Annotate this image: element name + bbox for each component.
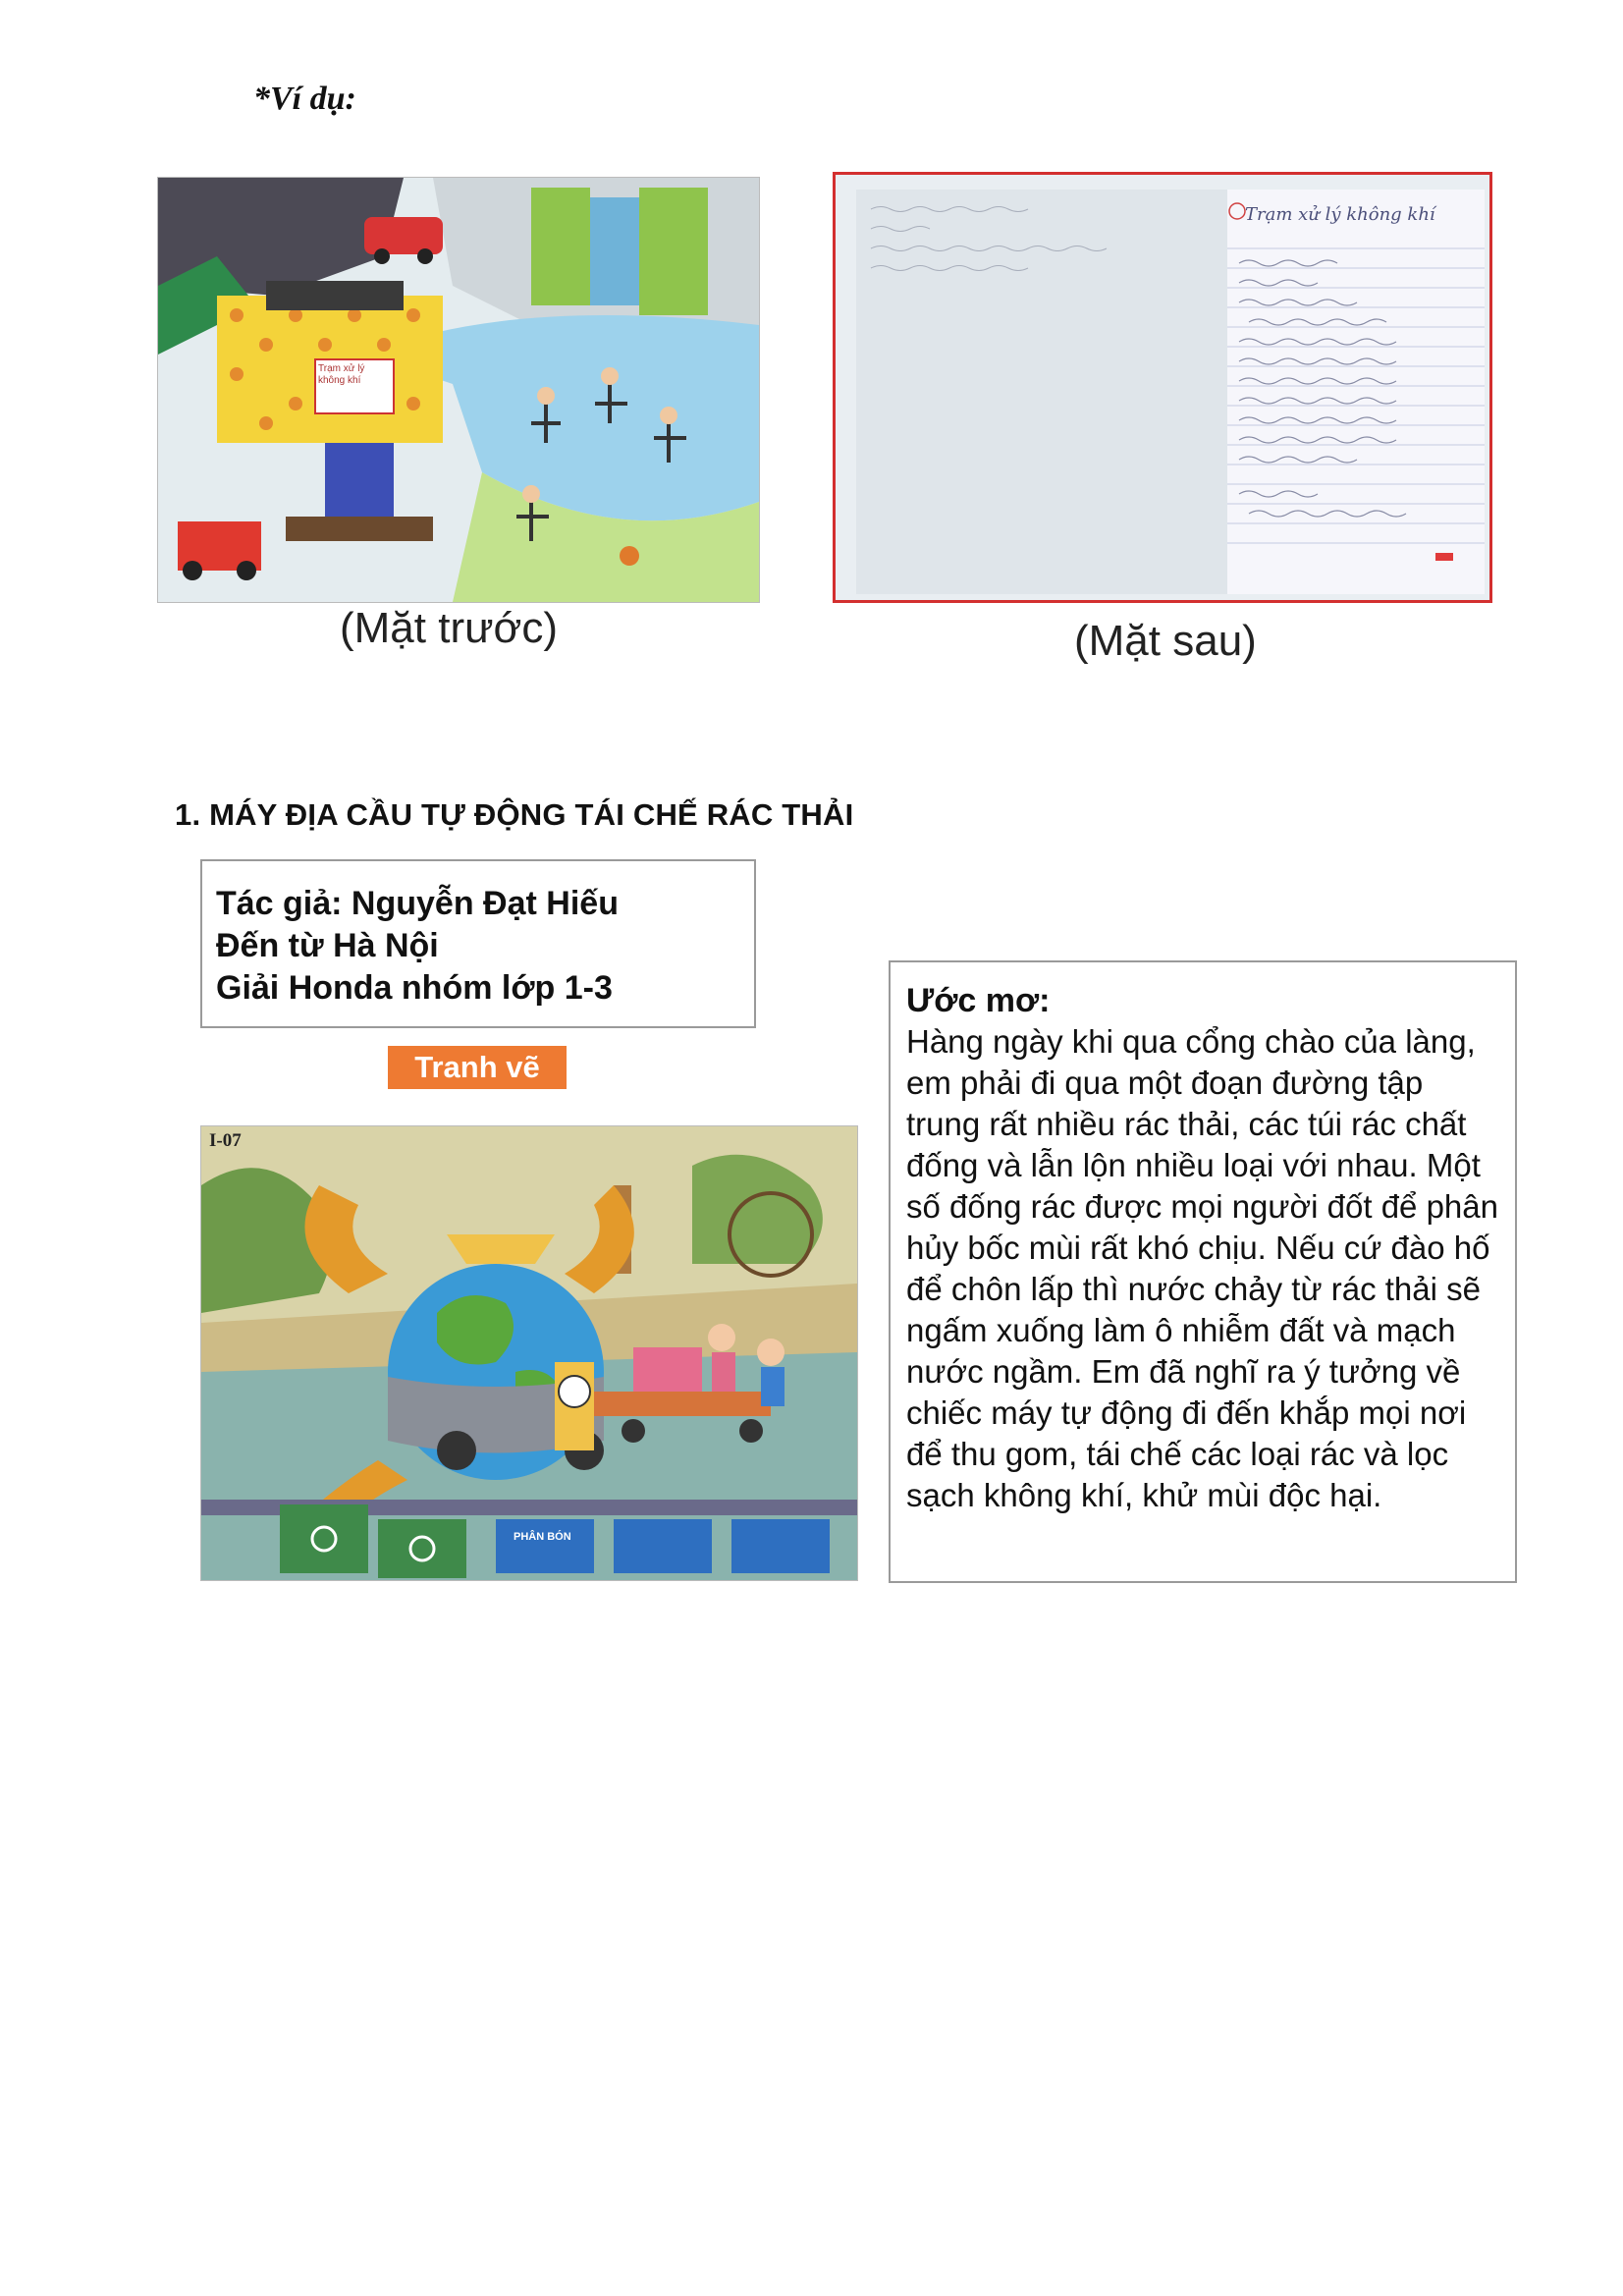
- front-drawing-image: [157, 177, 760, 603]
- globe-machine-drawing: [200, 1125, 858, 1581]
- dream-title: Ước mơ:: [906, 982, 1051, 1019]
- award-line: Giải Honda nhóm lớp 1-3: [216, 969, 613, 1007]
- front-sign-text: Trạm xử lý không khí: [318, 363, 365, 386]
- back-card-image: [856, 190, 1485, 594]
- drawing-tab-badge: Tranh vẽ: [388, 1046, 567, 1089]
- cart-label: PHÂN BÓN: [514, 1531, 571, 1543]
- author-name: Tác giả: Nguyễn Đạt Hiếu: [216, 885, 619, 922]
- dream-text: Hàng ngày khi qua cổng chào của làng, em phải đi qua một đoạn đường tập trung rất nhiều rác thải, các túi rác chất đống và lẫn lộn nhiều loại với nhau. Một số đống rác được mọi người đốt để phân hủy bốc mùi rất khó chịu. Nếu cứ đào hố để chôn lấp thì nước chảy từ rác thải sẽ ngấm xuống làm ô nhiễm đất và mạch nước ngầm. Em đã nghĩ ra ý tưởng về chiếc máy tự động đi đến khắp mọi nơi để thu gom, tái chế các loại rác và lọc sạch không khí, khử mùi độc hại.: [906, 1023, 1498, 1513]
- drawing-id-tag: I-07: [209, 1130, 242, 1151]
- back-caption: (Mặt sau): [1074, 617, 1257, 665]
- section-title: 1. MÁY ĐỊA CẦU TỰ ĐỘNG TÁI CHẾ RÁC THẢI: [175, 797, 854, 832]
- front-caption: (Mặt trước): [340, 604, 559, 652]
- dream-box: [889, 960, 1517, 1583]
- example-heading: *Ví dụ:: [253, 81, 356, 117]
- author-info-box: [200, 859, 756, 1028]
- author-origin: Đến từ Hà Nội: [216, 927, 439, 964]
- back-card-title: Trạm xử lý không khí: [1245, 204, 1435, 225]
